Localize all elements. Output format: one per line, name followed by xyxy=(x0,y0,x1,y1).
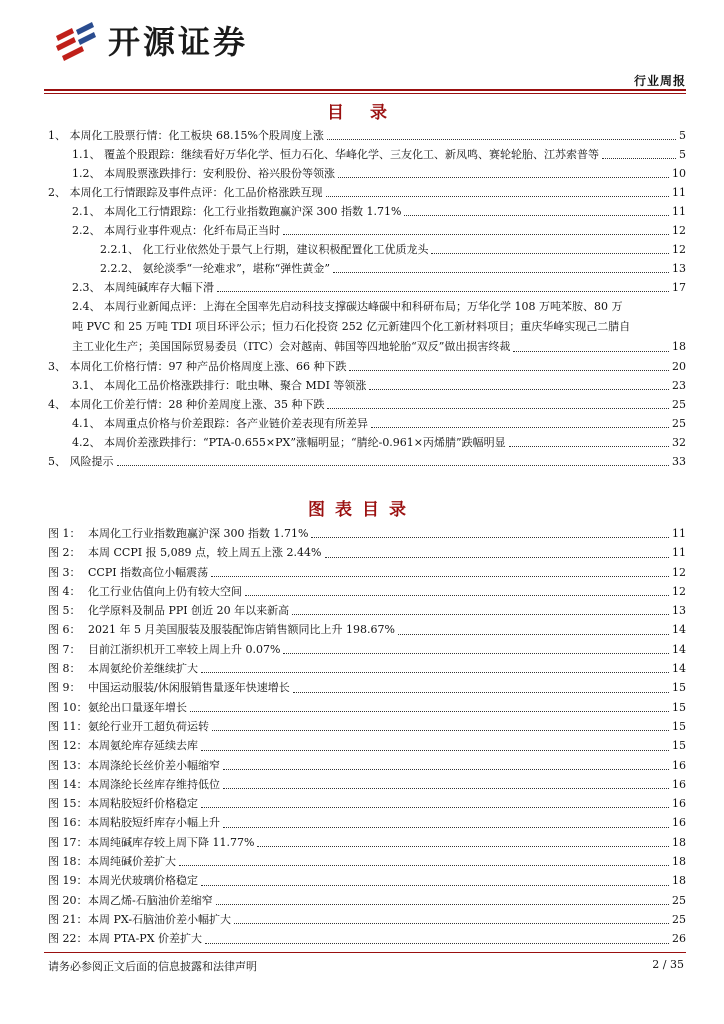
figure-page-number: 16 xyxy=(672,777,686,791)
toc-entry-text: 3、 本周化工价格行情：97 种产品价格周度上涨、66 种下跌 xyxy=(48,360,347,373)
toc-entry-text: 2.2.2、 氨纶淡季“一纶难求”，堪称“弹性黄金” xyxy=(100,262,330,275)
leader-dots xyxy=(513,350,669,352)
figure-number: 图 7： xyxy=(48,642,81,656)
header-rule xyxy=(44,89,686,91)
toc-entry-text: 2.2、 本周行业事件观点：化纤布局正当时 xyxy=(72,224,280,237)
figure-page-number: 12 xyxy=(672,565,686,579)
figure-caption: 化工行业估值向上仍有较大空间 xyxy=(88,584,242,598)
figure-number: 图 6： xyxy=(48,623,81,637)
toc-page-number: 12 xyxy=(672,243,686,256)
figure-entry[interactable] xyxy=(48,659,686,678)
figure-entry[interactable] xyxy=(48,698,686,717)
leader-dots xyxy=(211,575,669,577)
leader-dots xyxy=(201,806,669,808)
figure-entry[interactable] xyxy=(48,756,686,775)
figure-entry[interactable] xyxy=(48,833,686,852)
figure-page-number: 16 xyxy=(672,758,686,772)
toc-entry[interactable] xyxy=(48,433,686,452)
list-of-figures xyxy=(48,524,686,949)
toc-entry-text: 吨 PVC 和 25 万吨 TDI 项目环评公示；恒力石化投资 252 亿元新建四个化工新材料项目；重庆华峰实现己二腈自 xyxy=(72,320,631,333)
figure-page-number: 18 xyxy=(672,855,686,869)
figure-entry[interactable] xyxy=(48,678,686,697)
figure-caption: 本周涤纶长丝库存维持低位 xyxy=(88,777,220,791)
toc-entry[interactable] xyxy=(48,278,686,297)
toc-entry-text: 3.1、 本周化工品价格涨跌排行：吡虫啉、聚合 MDI 等领涨 xyxy=(72,379,367,392)
figure-page-number: 15 xyxy=(672,700,686,714)
leader-dots xyxy=(398,633,669,635)
figure-entry[interactable] xyxy=(48,871,686,890)
figure-caption: CCPI 指数高位小幅震荡 xyxy=(88,565,209,579)
toc-entry[interactable] xyxy=(48,240,686,259)
toc-entry[interactable] xyxy=(48,357,686,376)
toc-page-number: 13 xyxy=(672,262,686,275)
toc-page-number: 20 xyxy=(672,360,686,373)
figure-page-number: 14 xyxy=(672,642,686,656)
leader-dots xyxy=(117,464,670,466)
toc-entry-text: 2.2.1、 化工行业依然处于景气上行期，建议积极配置化工优质龙头 xyxy=(100,243,429,256)
figure-caption: 本周粘胶短纤库存小幅上升 xyxy=(88,816,220,830)
figure-caption: 本周氨纶库存延续去库 xyxy=(88,739,198,753)
toc-page-number: 12 xyxy=(672,224,686,237)
figure-entry[interactable] xyxy=(48,640,686,659)
figure-entry[interactable] xyxy=(48,910,686,929)
figure-caption: 2021 年 5 月美国服装及服装配饰店销售额同比上升 198.67% xyxy=(88,623,395,637)
figure-page-number: 13 xyxy=(672,604,686,618)
toc-entry-text: 5、 风险提示 xyxy=(48,455,114,468)
toc-page-number: 23 xyxy=(672,379,686,392)
figure-number: 图 12： xyxy=(48,739,88,753)
toc-entry[interactable] xyxy=(48,183,686,202)
leader-dots xyxy=(283,233,669,235)
leader-dots xyxy=(333,271,669,273)
footer-disclaimer: 请务必参阅正文后面的信息披露和法律声明 xyxy=(48,960,257,973)
figure-caption: 本周乙烯-石脑油价差缩窄 xyxy=(88,893,213,907)
figure-number: 图 8： xyxy=(48,662,81,676)
figure-page-number: 26 xyxy=(672,932,686,946)
figure-caption: 本周 CCPI 报 5,089 点，较上周五上涨 2.44% xyxy=(88,546,322,560)
toc-page-number: 18 xyxy=(672,340,686,353)
figure-number: 图 22： xyxy=(48,932,88,946)
toc-entry-text: 2、 本周化工行情跟踪及事件点评：化工品价格涨跌互现 xyxy=(48,186,323,199)
figure-caption: 氨纶行业开工超负荷运转 xyxy=(88,719,209,733)
footer-rule xyxy=(44,952,686,953)
toc-entry-text: 1.1、 覆盖个股跟踪：继续看好万华化学、恒力石化、华峰化学、三友化工、新凤鸣、赛轮轮胎、江苏索普等 xyxy=(72,148,599,161)
figure-caption: 本周粘胶短纤价格稳定 xyxy=(88,797,198,811)
figure-page-number: 12 xyxy=(672,584,686,598)
brand-logo xyxy=(52,18,312,66)
figure-entry[interactable] xyxy=(48,794,686,813)
toc-page-number: 10 xyxy=(672,167,686,180)
toc-entry-text: 4、 本周化工价差行情：28 种价差周度上涨、35 种下跌 xyxy=(48,398,325,411)
leader-dots xyxy=(293,691,669,693)
leader-dots xyxy=(311,536,669,538)
leader-dots xyxy=(223,826,669,828)
figure-entry[interactable] xyxy=(48,601,686,620)
toc-entry-text: 2.3、 本周纯碱库存大幅下滑 xyxy=(72,281,214,294)
leader-dots xyxy=(217,290,669,292)
figure-caption: 中国运动服装/休闲服销售量逐年快速增长 xyxy=(88,681,290,695)
toc-entry[interactable] xyxy=(48,145,686,164)
leader-dots xyxy=(327,407,669,409)
toc-page-number: 25 xyxy=(672,398,686,411)
figures-title: 图表目录 xyxy=(308,500,416,520)
figure-page-number: 16 xyxy=(672,797,686,811)
leader-dots xyxy=(283,652,669,654)
figure-entry[interactable] xyxy=(48,543,686,562)
toc-page-number: 11 xyxy=(672,205,686,218)
leader-dots xyxy=(205,942,669,944)
figure-caption: 化学原料及制品 PPI 创近 20 年以来新高 xyxy=(88,604,290,618)
brand-name: 开源证券 xyxy=(108,23,249,61)
figure-page-number: 11 xyxy=(672,527,686,540)
figure-entry[interactable] xyxy=(48,929,686,948)
leader-dots xyxy=(371,426,669,428)
leader-dots xyxy=(234,922,669,924)
toc-page-number: 33 xyxy=(672,455,686,468)
toc-entry-text: 1.2、 本周股票涨跌排行：安利股份、裕兴股份等领涨 xyxy=(72,167,335,180)
figure-page-number: 16 xyxy=(672,816,686,830)
footer-page-number: 2 / 35 xyxy=(652,958,684,971)
leader-dots xyxy=(338,176,669,178)
figure-number: 图 14： xyxy=(48,777,88,791)
toc-page-number: 17 xyxy=(672,281,686,294)
leader-dots xyxy=(404,214,669,216)
toc-entry-text: 2.4、 本周行业新闻点评：上海在全国率先启动科技支撑碳达峰碳中和科研布局；万华化学 108 万吨苯胺、80 万 xyxy=(72,300,623,313)
figure-entry[interactable] xyxy=(48,620,686,639)
leader-dots xyxy=(245,594,669,596)
figure-number: 图 17： xyxy=(48,835,88,849)
toc-entry-text: 2.1、 本周化工行情跟踪：化工行业指数跑赢沪深 300 指数 1.71% xyxy=(72,205,402,218)
leader-dots xyxy=(223,787,669,789)
figure-caption: 本周化工行业指数跑赢沪深 300 指数 1.71% xyxy=(88,527,309,540)
figure-caption: 本周 PX-石脑油价差小幅扩大 xyxy=(88,912,232,926)
figure-number: 图 2： xyxy=(48,546,81,560)
header-rule-thin xyxy=(44,93,686,94)
figure-number: 图 4： xyxy=(48,584,81,598)
figure-number: 图 9： xyxy=(48,681,81,695)
leader-dots xyxy=(179,864,669,866)
figure-number: 图 10： xyxy=(48,700,88,714)
leader-dots xyxy=(509,445,669,447)
figure-caption: 本周纯碱价差扩大 xyxy=(88,855,176,869)
leader-dots xyxy=(257,845,669,847)
leader-dots xyxy=(190,710,669,712)
toc-entry[interactable] xyxy=(48,452,686,471)
figure-entry[interactable] xyxy=(48,813,686,832)
figure-caption: 本周氨纶价差继续扩大 xyxy=(88,662,198,676)
figure-page-number: 14 xyxy=(672,623,686,637)
toc-page-number: 32 xyxy=(672,436,686,449)
toc-entry-2-4[interactable] xyxy=(48,297,686,357)
figure-entry[interactable] xyxy=(48,891,686,910)
figure-entry[interactable] xyxy=(48,717,686,736)
leader-dots xyxy=(292,613,669,615)
figure-entry[interactable] xyxy=(48,563,686,582)
table-of-contents xyxy=(48,126,686,471)
figure-entry[interactable] xyxy=(48,775,686,794)
leader-dots xyxy=(325,556,670,558)
figure-page-number: 15 xyxy=(672,719,686,733)
figure-number: 图 19： xyxy=(48,874,88,888)
figure-caption: 氨纶出口量逐年增长 xyxy=(88,700,187,714)
figure-page-number: 25 xyxy=(672,912,686,926)
figure-caption: 本周光伏玻璃价格稳定 xyxy=(88,874,198,888)
leader-dots xyxy=(201,749,669,751)
figure-page-number: 15 xyxy=(672,681,686,695)
leader-dots xyxy=(349,369,669,371)
toc-entry[interactable] xyxy=(48,414,686,433)
toc-entry[interactable] xyxy=(48,259,686,278)
toc-page-number: 5 xyxy=(679,129,686,142)
leader-dots xyxy=(223,768,669,770)
leader-dots xyxy=(201,884,669,886)
toc-page-number: 11 xyxy=(672,186,686,199)
figure-number: 图 15： xyxy=(48,797,88,811)
leader-dots xyxy=(212,729,669,731)
brand-logo-icon xyxy=(52,20,96,64)
figure-number: 图 5： xyxy=(48,604,81,618)
toc-title: 目 录 xyxy=(327,103,397,123)
toc-entry[interactable] xyxy=(48,221,686,240)
leader-dots xyxy=(327,138,676,140)
toc-entry[interactable] xyxy=(48,126,686,145)
figure-number: 图 20： xyxy=(48,893,88,907)
leader-dots xyxy=(326,195,670,197)
figure-number: 图 16： xyxy=(48,816,88,830)
report-type-label: 行业周报 xyxy=(633,74,686,88)
leader-dots xyxy=(201,671,669,673)
figure-entry[interactable] xyxy=(48,736,686,755)
figure-number: 图 3： xyxy=(48,565,81,579)
figure-page-number: 25 xyxy=(672,893,686,907)
toc-entry-text: 4.1、 本周重点价格与价差跟踪：各产业链价差表现有所差异 xyxy=(72,417,368,430)
figure-page-number: 18 xyxy=(672,835,686,849)
figure-number: 图 13： xyxy=(48,758,88,772)
toc-entry[interactable] xyxy=(48,202,686,221)
figure-entry[interactable] xyxy=(48,524,686,543)
toc-page-number: 25 xyxy=(672,417,686,430)
figure-page-number: 15 xyxy=(672,739,686,753)
figure-number: 图 1： xyxy=(48,527,81,540)
figure-number: 图 11： xyxy=(48,719,88,733)
figure-number: 图 18： xyxy=(48,855,88,869)
toc-entry[interactable] xyxy=(48,164,686,183)
figure-page-number: 11 xyxy=(672,546,686,560)
toc-entry-text: 4.2、 本周价差涨跌排行：“PTA-0.655×PX”涨幅明显；“腈纶-0.961×丙烯腈”跌幅明显 xyxy=(72,436,506,449)
figure-caption: 本周涤纶长丝价差小幅缩窄 xyxy=(88,758,220,772)
toc-entry-text: 主工业化生产；美国国际贸易委员（ITC）会对越南、韩国等四地轮胎“双反”做出损害终裁 xyxy=(72,340,511,353)
toc-page-number: 5 xyxy=(679,148,686,161)
figure-caption: 本周纯碱库存较上周下降 11.77% xyxy=(88,835,255,849)
figure-caption: 目前江浙织机开工率较上周上升 0.07% xyxy=(88,642,281,656)
figure-number: 图 21： xyxy=(48,912,88,926)
figure-entry[interactable] xyxy=(48,582,686,601)
figure-caption: 本周 PTA-PX 价差扩大 xyxy=(88,932,203,946)
figure-page-number: 18 xyxy=(672,874,686,888)
toc-entry-text: 1、 本周化工股票行情：化工板块 68.15%个股周度上涨 xyxy=(48,129,324,142)
leader-dots xyxy=(216,903,669,905)
leader-dots xyxy=(431,252,669,254)
leader-dots xyxy=(602,157,676,159)
page-header xyxy=(0,0,724,96)
toc-entry[interactable] xyxy=(48,376,686,395)
leader-dots xyxy=(369,388,669,390)
figure-entry[interactable] xyxy=(48,852,686,871)
figure-page-number: 14 xyxy=(672,662,686,676)
toc-entry[interactable] xyxy=(48,395,686,414)
